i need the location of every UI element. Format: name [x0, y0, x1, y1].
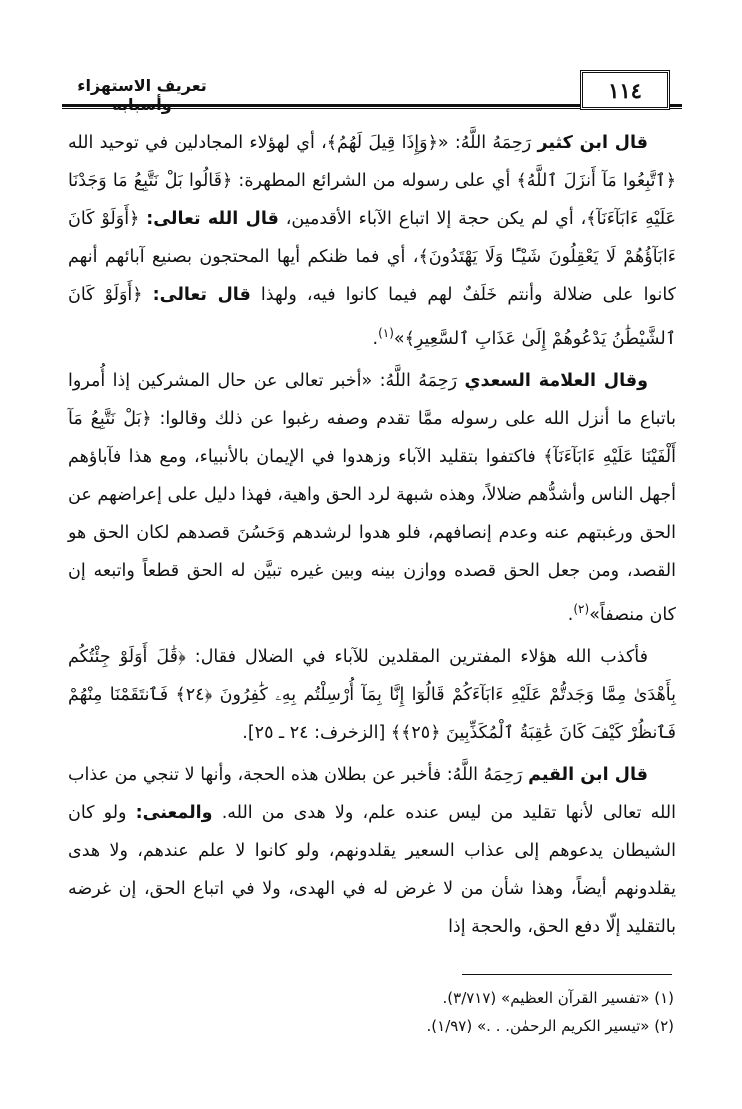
paragraph-text: رَحِمَهُ اللَّهُ: «أخبر تعالى عن حال المشركين إذا أُمروا باتباع ما أنزل الله على رسوله ممَّا تقدم وصفه رغبوا عن ذلك وقالوا: ﴿بَلْ نَتَّبِعُ مَآ أَلْفَيْنَا عَلَيْهِ ءَابَآءَنَآ﴾ فاكتفوا بتقليد الآباء وزهدوا في الإيمان بالأنبياء، ومع هذا فآباؤهم أجهل الناس وأشدُّهم ضلالاً، وهذه شبهة لرد الحق واهية، فهذا دليل على إعراضهم عن الحق ورغبتهم عنه وعدم إنصافهم، فلو هدوا لرشدهم وَحَسُنَ قصدهم لكان الحق هو القصد، ومن جعل الحق قصده ووازن بينه وبين غيره تبيَّن له الحق قطعاً واتبعه إن كان منصفاً»: [68, 370, 676, 625]
paragraph-saadi: [68, 362, 676, 634]
page-number: ١١٤: [580, 70, 670, 110]
speaker-label: قال ابن القيم: [528, 764, 648, 785]
running-title: تعريف الاستهزاء وأسبابه: [77, 76, 207, 114]
footnote-ref: (١): [378, 326, 394, 340]
paragraph-end: .: [372, 328, 379, 349]
speaker-label: وقال العلامة السعدي: [464, 370, 648, 391]
paragraph-refutation: [68, 638, 676, 752]
paragraph-ibn-qayyim: [68, 756, 676, 946]
paragraph-ibn-kathir: [68, 124, 676, 358]
paragraph-text: رَحِمَهُ اللَّهُ: «﴿وَإِذَا قِيلَ لَهُمُ﴾، أي لهؤلاء المجادلين في توحيد الله ﴿ٱتَّبِعُوا مَآ أَنزَلَ ٱللَّهُ﴾ أي على رسوله من الشرائع المطهرة: ﴿قَالُوا بَلْ نَتَّبِعُ مَا وَجَدْنَا عَلَيْهِ ءَابَآءَنَآ﴾، أي لم يكن حجة إلا اتباع الآباء الأقدمين،: [68, 133, 676, 229]
paragraph-text: ﴿أَوَلَوْ كَانَ ٱلشَّيْطَٰنُ يَدْعُوهُمْ إِلَىٰ عَذَابِ ٱلسَّعِيرِ﴾»: [68, 285, 676, 349]
footnotes: [68, 984, 674, 1040]
paragraph-text: ولو كان الشيطان يدعوهم إلى عذاب السعير يقلدونهم، ولو كانوا لا علم عندهم، ولا هدى يقلدونهم أيضاً، وهذا شأن من لا غرض له في الهدى، ولا في اتباع الحق، إن غرضه بالتقليد إلّا دفع الحق، والحجة إذا: [68, 802, 676, 937]
speaker-label: قال ابن كثير: [537, 133, 648, 153]
speaker-label: قال تعالى:: [152, 285, 251, 305]
footnote: (٢) «تيسير الكريم الرحمٰن. . .» (١/٩٧).: [426, 1017, 674, 1035]
paragraph-end: .: [567, 604, 574, 625]
paragraph-text: ﴿أَوَلَوْ كَانَ ءَابَآؤُهُمْ لَا يَعْقِلُونَ شَيْـًٔا وَلَا يَهْتَدُونَ﴾، أي فما ظنكم أيها المحتجون بصنيع آبائهم أنهم كانوا على ضلالة وأنتم خَلَفٌ لهم فيما كانوا فيه، ولهذا: [68, 209, 676, 305]
speaker-label: والمعنى:: [135, 802, 213, 823]
paragraph-text: فأكذب الله هؤلاء المفترين المقلدين للآباء في الضلال فقال: ﴿قَٰلَ أَوَلَوْ جِئْتُكُم بِأَهْدَىٰ مِمَّا وَجَدتُّمْ عَلَيْهِ ءَابَآءَكُمْ قَالُوٓا إِنَّا بِمَآ أُرْسِلْتُم بِهِۦ كَٰفِرُونَ ﴿٢٤﴾ فَٱنتَقَمْنَا مِنْهُمْ فَٱنظُرْ كَيْفَ كَانَ عَٰقِبَةُ ٱلْمُكَذِّبِينَ ﴿٢٥﴾﴾ [الزخرف: ٢٤ ـ ٢٥].: [68, 646, 676, 743]
footnote: (١) «تفسير القرآن العظيم» (٣/٧١٧).: [442, 989, 674, 1007]
paragraph-text: رَحِمَهُ اللَّهُ: فأخبر عن بطلان هذه الحجة، وأنها لا تنجي من عذاب الله تعالى لأنها تقليد من ليس عنده علم، ولا هدى من الله.: [68, 764, 676, 823]
main-text: [68, 120, 676, 950]
speaker-label: قال الله تعالى:: [146, 209, 279, 229]
page-header: [62, 70, 682, 112]
footnote-divider: [462, 974, 672, 975]
footnote-ref: (٢): [573, 601, 590, 616]
